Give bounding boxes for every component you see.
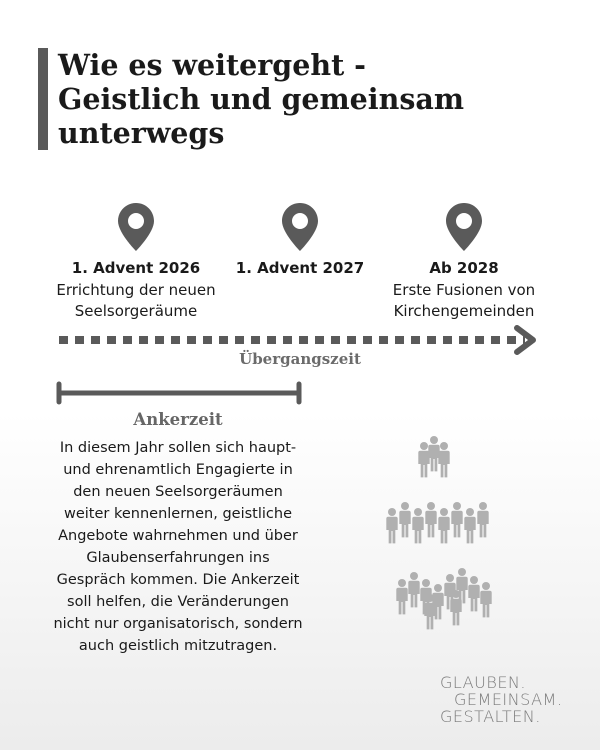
timeline-label: Übergangszeit — [239, 350, 361, 368]
ankerzeit-text-line: In diesem Jahr sollen sich haupt- — [59, 440, 297, 456]
ankerzeit-text-line: Angebote wahrnehmen und über — [58, 528, 298, 544]
milestone-description — [56, 280, 215, 322]
ankerzeit-text-line: Gespräch kommen. Die Ankerzeit — [56, 572, 300, 588]
person-figure — [438, 442, 449, 477]
person-figure — [412, 508, 423, 543]
milestone-description-line: Erste Fusionen von — [392, 281, 536, 299]
person-figure — [425, 502, 436, 537]
milestone-description-line: Seelsorgeräume — [74, 302, 198, 320]
person-figure — [386, 508, 397, 543]
person-figure — [418, 442, 429, 477]
logo — [440, 674, 562, 725]
milestone-date: 1. Advent 2026 — [71, 259, 201, 277]
person-figure — [468, 576, 479, 611]
person-figure — [480, 582, 491, 617]
ankerzeit-text-line: Glaubenserfahrungen ins — [86, 550, 270, 566]
ankerzeit-text-line: und ehrenamtlich Engagierte in — [63, 462, 293, 478]
location-pin-icon — [118, 203, 154, 251]
ankerzeit-text — [43, 437, 313, 657]
milestone-date: Ab 2028 — [429, 259, 499, 277]
person-figure — [396, 579, 407, 614]
logo-line: GEMEINSAM. — [454, 690, 563, 709]
ankerzeit-heading: Ankerzeit — [133, 410, 223, 429]
person-figure — [428, 436, 439, 471]
ankerzeit-text-line: den neuen Seelsorgeräumen — [73, 484, 283, 500]
ankerzeit-bracket — [56, 380, 302, 406]
title-accent-bar — [38, 48, 48, 150]
title-line: unterwegs — [58, 116, 225, 150]
person-figure — [456, 568, 467, 603]
people-group-icon — [380, 428, 500, 633]
location-pin-icon — [446, 203, 482, 251]
person-figure — [477, 502, 488, 537]
person-figure — [451, 502, 462, 537]
ankerzeit-text-line: nicht nur organisatorisch, sondern — [53, 616, 303, 632]
milestone-date: 1. Advent 2027 — [235, 259, 365, 277]
person-figure — [408, 572, 419, 607]
ankerzeit-text-line: soll helfen, die Veränderungen — [67, 594, 289, 610]
milestone-description-line: Errichtung der neuen — [56, 281, 216, 299]
person-figure — [438, 508, 449, 543]
title-line: Wie es weitergeht - — [58, 48, 366, 82]
logo-line: GESTALTEN. — [440, 707, 541, 726]
person-figure — [464, 508, 475, 543]
page-title — [58, 48, 465, 150]
title-line: Geistlich und gemeinsam — [58, 82, 465, 116]
ankerzeit-text-line: auch geistlich mitzutragen. — [78, 638, 278, 654]
location-pin-icon — [282, 203, 318, 251]
milestone-description — [393, 280, 535, 322]
logo-line: GLAUBEN. — [440, 673, 526, 692]
milestone-description-line: Kirchengemeinden — [393, 302, 535, 320]
ankerzeit-text-line: weiter kennenlernen, geistliche — [64, 506, 292, 522]
person-figure — [399, 502, 410, 537]
